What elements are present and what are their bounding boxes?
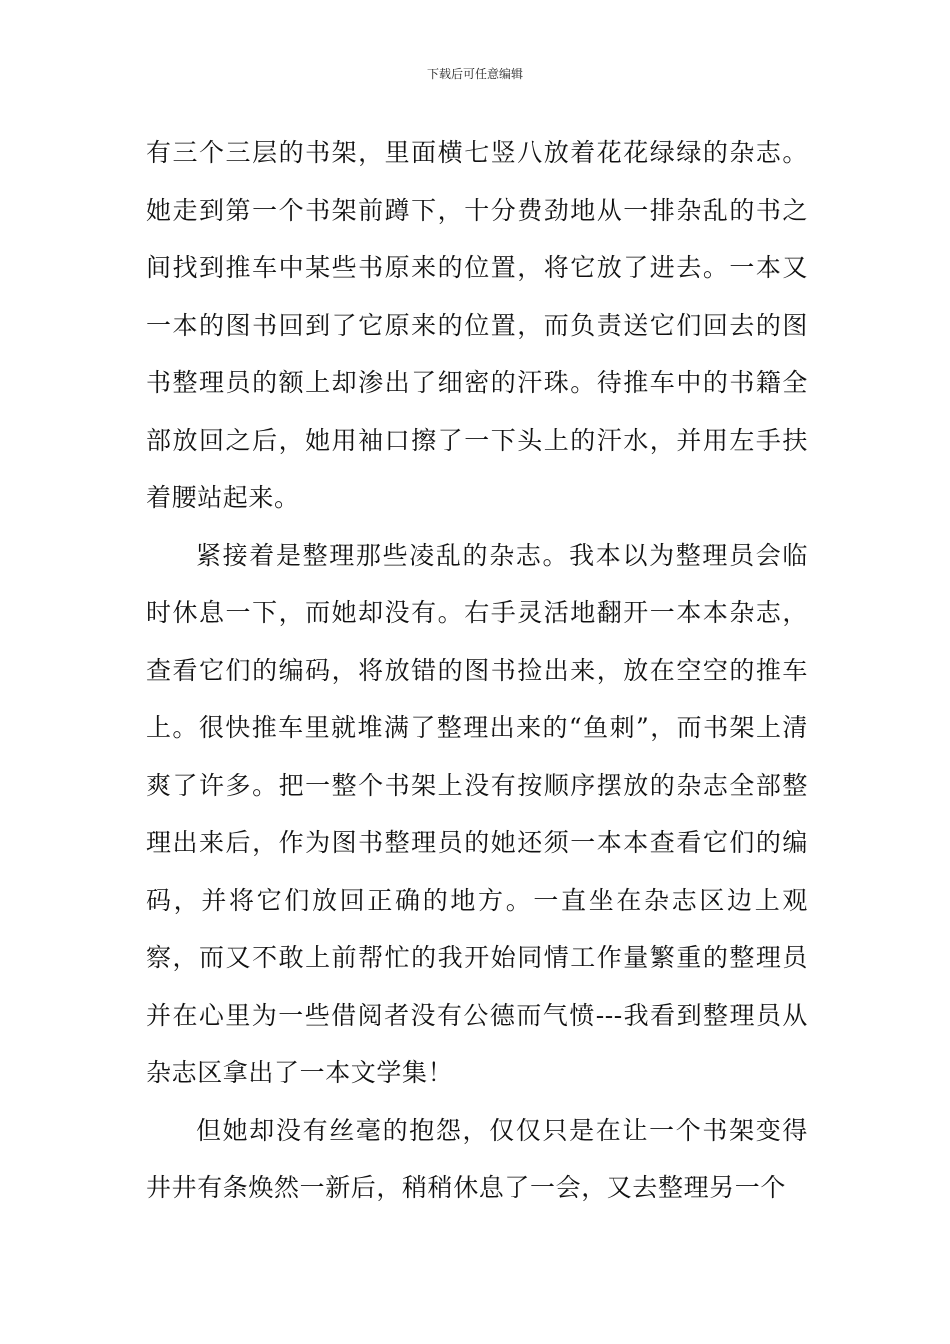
document-body xyxy=(146,124,808,1217)
paragraph-continuation: 有三个三层的书架，里面横七竖八放着花花绿绿的杂志。她走到第一个书架前蹲下，十分费劲地从一排杂乱的书之间找到推车中某些书原来的位置，将它放了进去。一本又一本的图书回到了它原来的位置，而负责送它们回去的图书整理员的额上却渗出了细密的汗珠。待推车中的书籍全部放回之后，她用袖口擦了一下头上的汗水，并用左手扶着腰站起来。 xyxy=(146,138,808,512)
page-header-note: 下载后可任意编辑 xyxy=(426,67,523,81)
paragraph-no-complaint: 但她却没有丝毫的抱怨，仅仅只是在让一个书架变得井井有条焕然一新后，稍稍休息了一会，又去整理另一个 xyxy=(146,1115,808,1202)
paragraph-magazines: 紧接着是整理那些凌乱的杂志。我本以为整理员会临时休息一下，而她却没有。右手灵活地翻开一本本杂志，查看它们的编码，将放错的图书捡出来，放在空空的推车上。很快推车里就堆满了整理出来的“鱼刺”，而书架上清爽了许多。把一整个书架上没有按顺序摆放的杂志全部整理出来后，作为图书整理员的她还须一本本查看它们的编码，并将它们放回正确的地方。一直坐在杂志区边上观察，而又不敢上前帮忙的我开始同情工作量繁重的整理员并在心里为一些借阅者没有公德而气愤---我看到整理员从杂志区拿出了一本文学集！ xyxy=(146,540,808,1087)
